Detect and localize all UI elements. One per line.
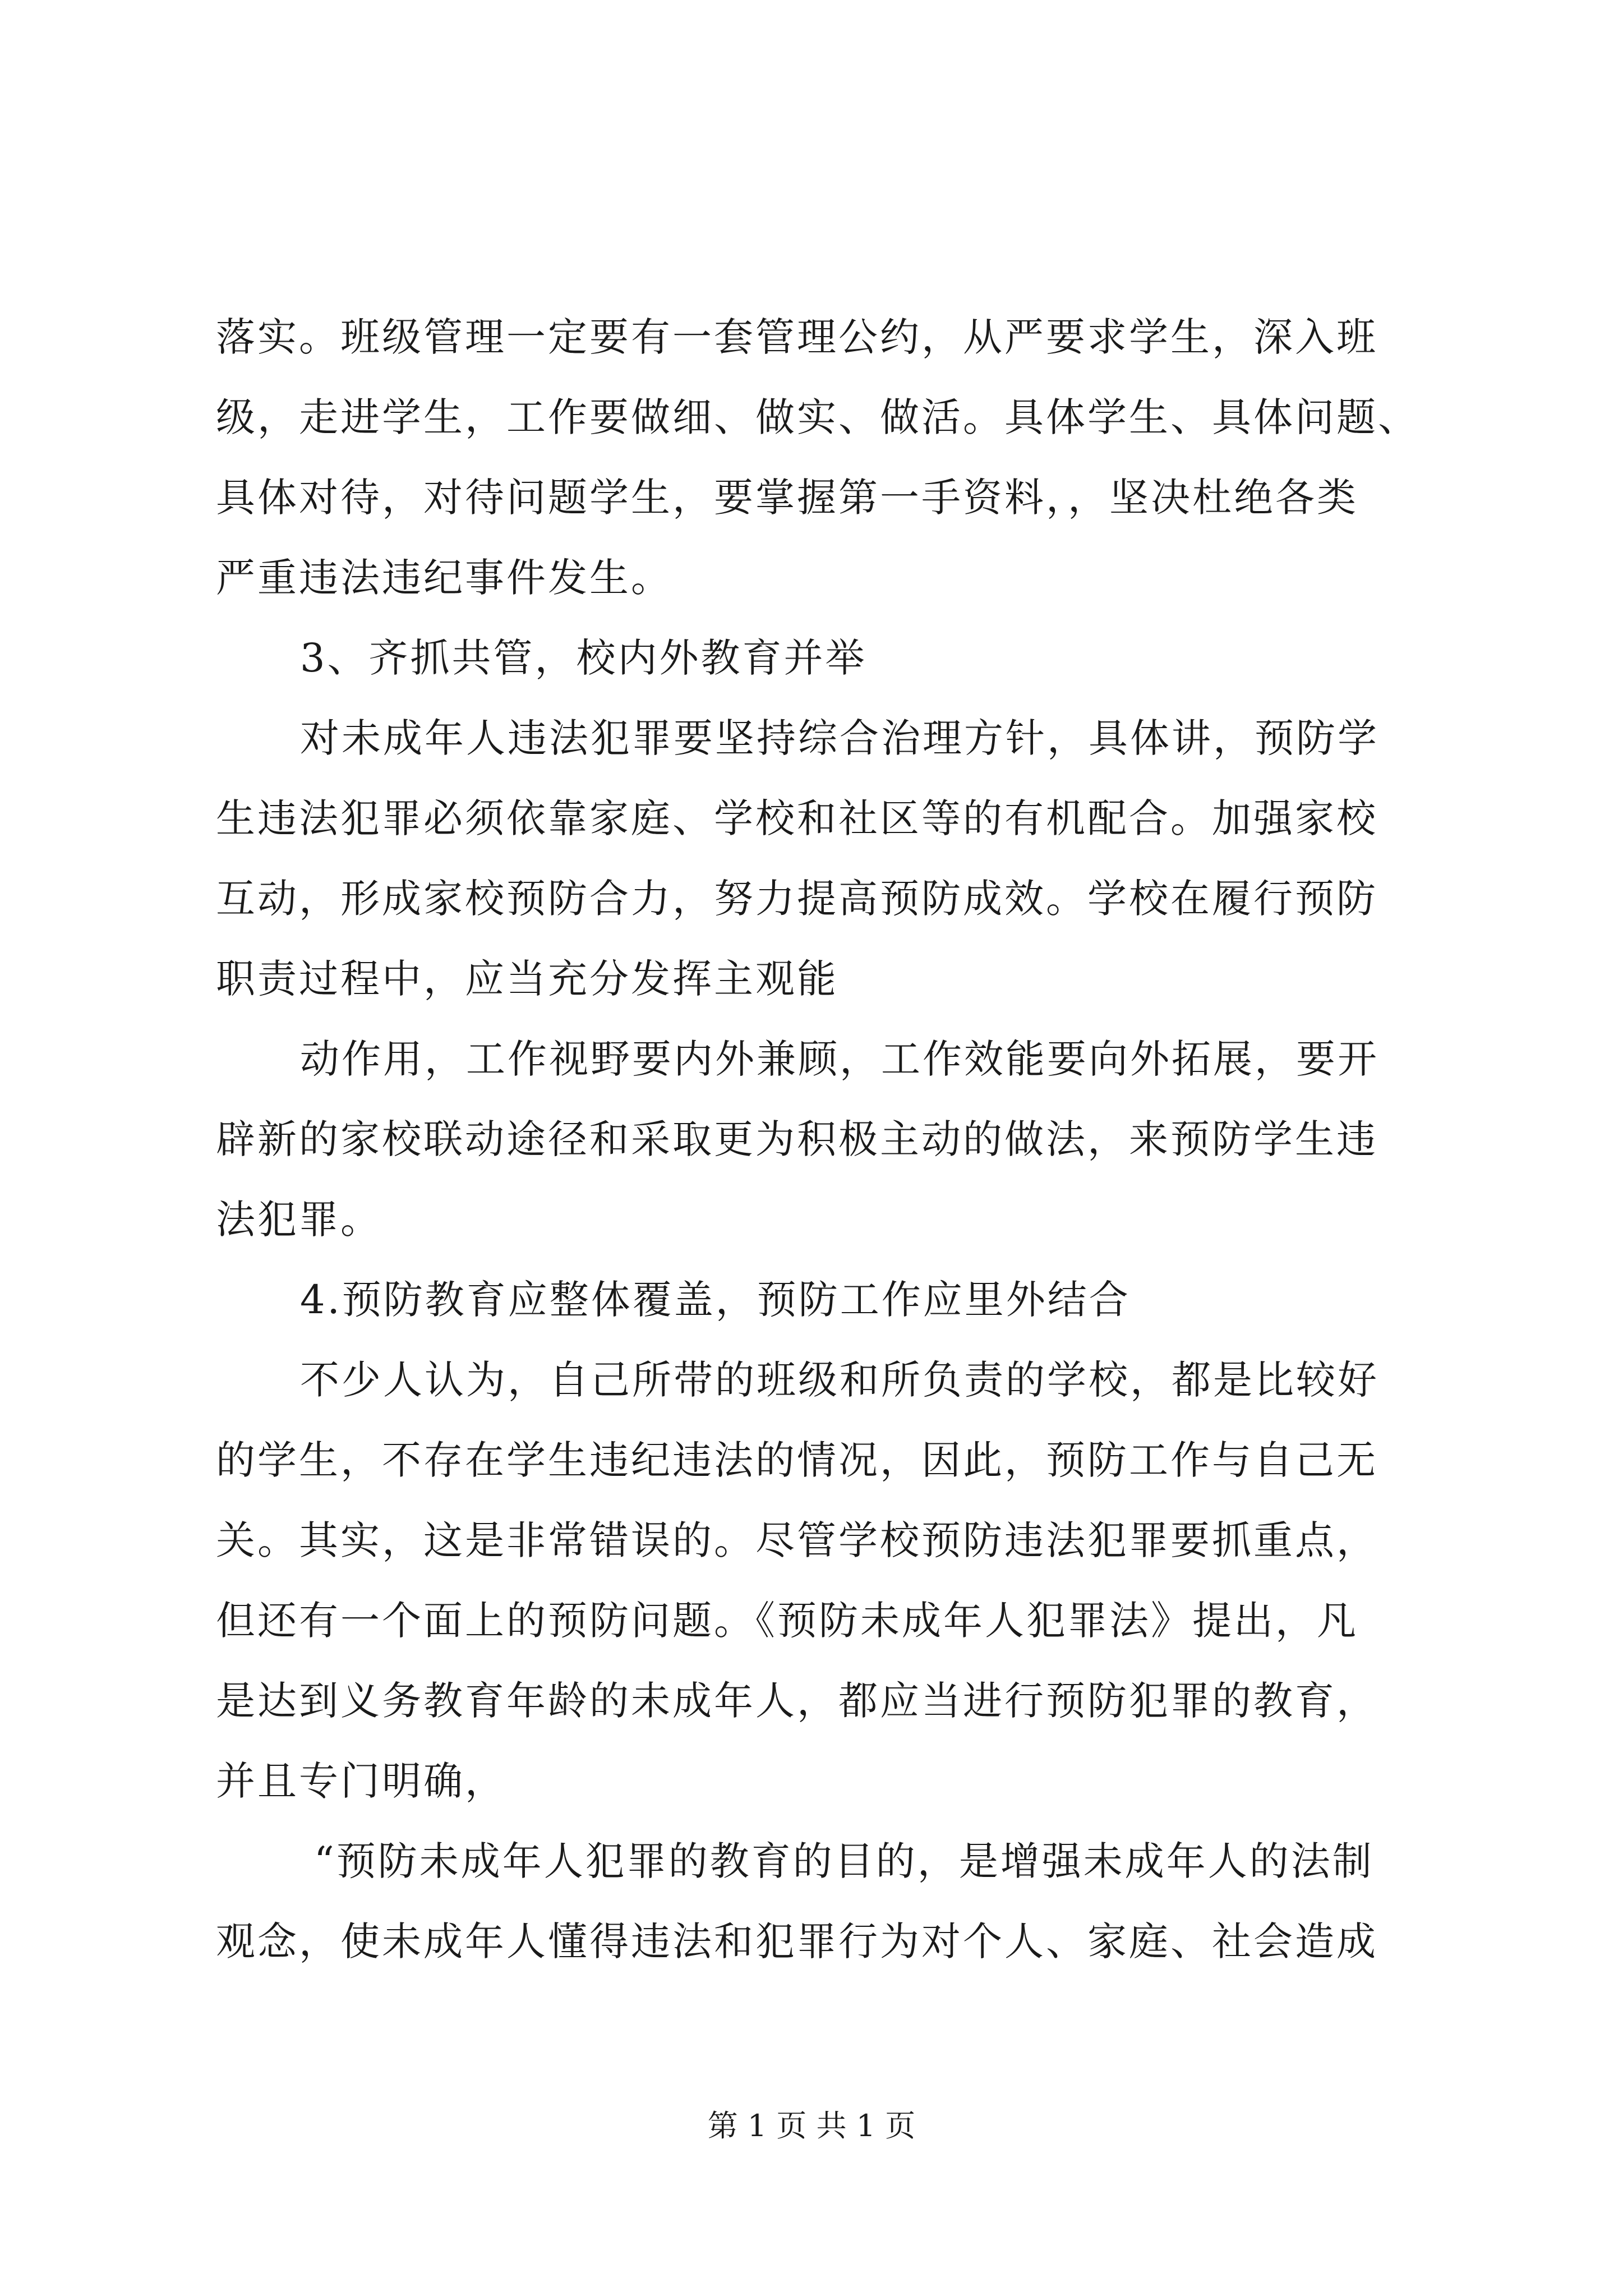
text-line: 法犯罪。: [216, 1197, 382, 1243]
text-line: 但还有一个面上的预防问题。《预防未成年人犯罪法》提出，凡: [216, 1598, 1358, 1644]
text-line: 级，走进学生，工作要做细、做实、做活。具体学生、具体问题、: [216, 394, 1419, 440]
text-line: 关。其实，这是非常错误的。尽管学校预防违法犯罪要抓重点，: [216, 1517, 1378, 1563]
text-line: 具体对待，对待问题学生，要掌握第一手资料，，坚决杜绝各类: [216, 475, 1358, 521]
paragraph-start: “预防未成年人犯罪的教育的目的，是增强未成年人的法制: [314, 1838, 1374, 1884]
text-line: 落实。班级管理一定要有一套管理公约，从严要求学生，深入班: [216, 314, 1378, 360]
text-line: 职责过程中，应当充分发挥主观能: [216, 956, 838, 1002]
section-heading: 4.预防教育应整体覆盖，预防工作应里外结合: [300, 1277, 1131, 1323]
paragraph-start: 不少人认为，自己所带的班级和所负责的学校，都是比较好: [300, 1357, 1379, 1403]
body-text: [216, 297, 1427, 1982]
section-heading: 3、齐抓共管，校内外教育并举: [300, 635, 867, 681]
page-number-footer: 第 1 页 共 1 页: [707, 2108, 916, 2143]
text-line: 的学生，不存在学生违纪违法的情况，因此，预防工作与自己无: [216, 1437, 1378, 1483]
text-line: 辟新的家校联动途径和采取更为积极主动的做法，来预防学生违: [216, 1116, 1378, 1162]
text-line: 并且专门明确，: [216, 1758, 506, 1804]
paragraph-start: 对未成年人违法犯罪要坚持综合治理方针，具体讲，预防学: [300, 715, 1379, 761]
text-line: 生违法犯罪必须依靠家庭、学校和社区等的有机配合。加强家校: [216, 795, 1378, 841]
text-line: 是达到义务教育年龄的未成年人，都应当进行预防犯罪的教育，: [216, 1678, 1378, 1724]
text-line: 严重违法违纪事件发生。: [216, 555, 672, 601]
text-line: 观念，使未成年人懂得违法和犯罪行为对个人、家庭、社会造成: [216, 1918, 1378, 1964]
paragraph-start: 动作用，工作视野要内外兼顾，工作效能要向外拓展，要开: [300, 1036, 1379, 1082]
text-line: 互动，形成家校预防合力，努力提高预防成效。学校在履行预防: [216, 876, 1378, 922]
